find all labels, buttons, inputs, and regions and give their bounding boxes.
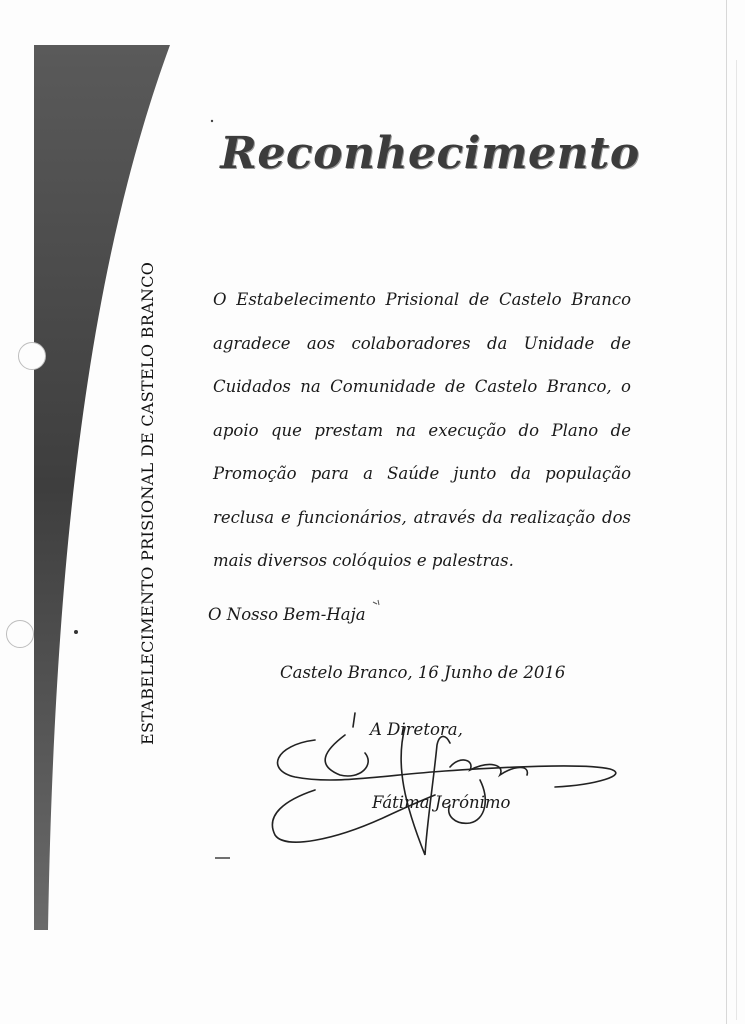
place-and-date: Castelo Branco, 16 Junho de 2016 — [280, 663, 566, 682]
punch-hole — [18, 342, 46, 370]
closing-greeting: O Nosso Bem-Haja — [208, 605, 366, 624]
decorative-swoosh — [0, 0, 200, 1024]
page-edge — [726, 0, 727, 1024]
punch-hole — [6, 620, 34, 648]
signatory-name: Fátima Jerónimo — [372, 793, 511, 812]
handwritten-signature — [255, 705, 635, 865]
ink-dot — [209, 118, 215, 124]
ink-dash — [214, 855, 232, 861]
ink-dot — [72, 628, 80, 636]
ink-speck — [371, 598, 383, 610]
body-paragraph: O Estabelecimento Prisional de Castelo Branco agradece aos colaboradores da Unidade de Cuidados na Comunidade de Castelo Branco, o apoio que prestam na execução do Plano de Promoção para a Saúde junto da população reclusa e funcionários, através da realização dos mais diversos colóquios e palestras. — [213, 290, 631, 570]
institution-name-vertical: ESTABELECIMENTO PRISIONAL DE CASTELO BRANCO — [138, 261, 157, 745]
signatory-role: A Diretora, — [370, 720, 463, 739]
page-edge — [736, 60, 737, 1020]
document-title: Reconhecimento — [220, 128, 640, 179]
